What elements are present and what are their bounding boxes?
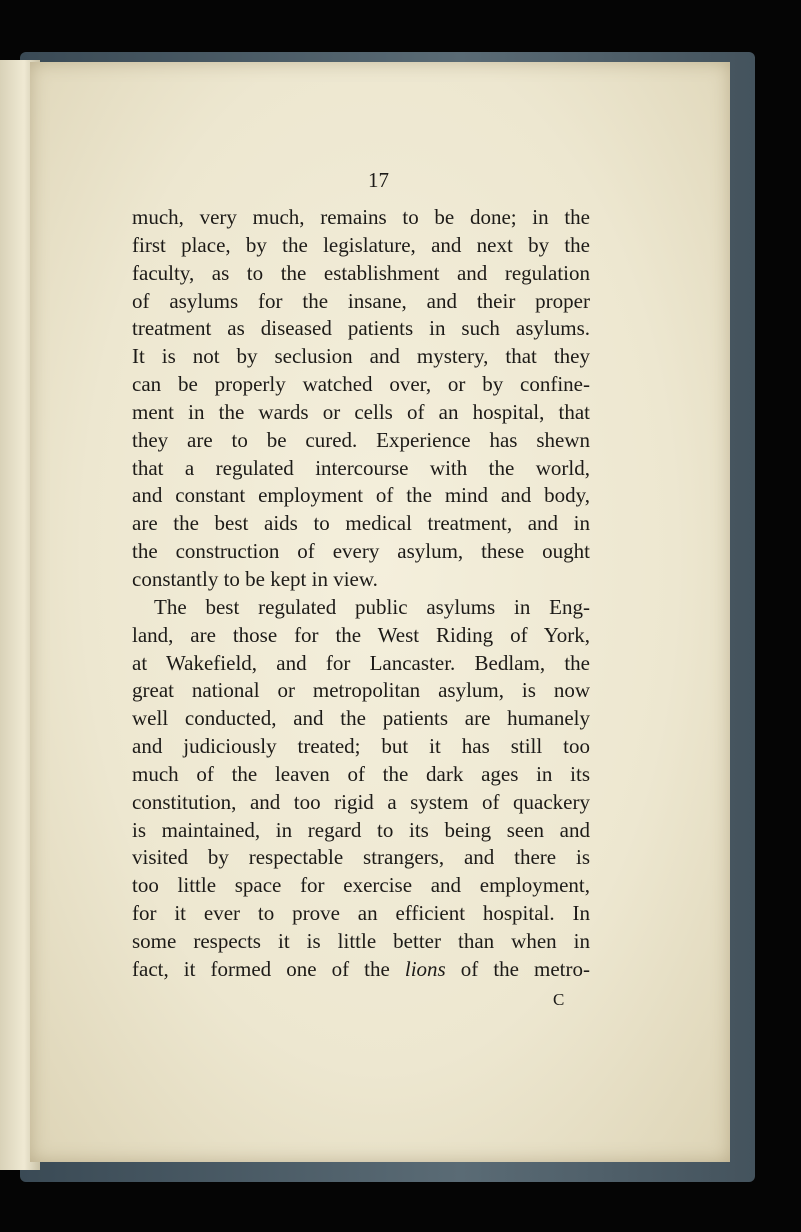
text-line: first place, by the legislature, and next by the <box>132 232 590 257</box>
text-line: constantly to be kept in view. <box>132 566 378 591</box>
text-line: some respects it is little better than when in <box>132 928 590 953</box>
text-line: at Wakefield, and for Lancaster. Bedlam, the <box>132 650 590 675</box>
text-line: is maintained, in regard to its being seen and <box>132 817 590 842</box>
text-line: well conducted, and the patients are humanely <box>132 706 590 731</box>
text-line: great national or metropolitan asylum, is now <box>132 678 590 703</box>
text-line: and judiciously treated; but it has still too <box>132 734 590 759</box>
text-line: It is not by seclusion and mystery, that they <box>132 344 590 369</box>
text-line: much of the leaven of the dark ages in its <box>132 761 590 786</box>
text-line: ment in the wards or cells of an hospital, that <box>132 399 590 424</box>
text-line: faculty, as to the establishment and regulation <box>132 260 590 285</box>
text-line: and constant employment of the mind and body, <box>132 483 590 508</box>
page-number: 17 <box>368 168 389 192</box>
text-line: for it ever to prove an efficient hospital. In <box>132 901 590 926</box>
text-span: fact, it formed one of the <box>132 956 405 981</box>
text-line: of asylums for the insane, and their proper <box>132 288 590 313</box>
text-line: too little space for exercise and employment, <box>132 873 590 898</box>
signature-mark: C <box>553 990 565 1009</box>
text-line: are the best aids to medical treatment, and in <box>132 511 590 536</box>
text-line: can be properly watched over, or by confine- <box>132 372 590 397</box>
text-line: treatment as diseased patients in such asylums. <box>132 316 590 341</box>
text-span: of the metro- <box>445 956 591 981</box>
text-line: visited by respectable strangers, and there is <box>132 845 590 870</box>
text-line: the construction of every asylum, these ought <box>132 539 590 564</box>
text-line: The best regulated public asylums in Eng- <box>154 594 590 619</box>
text-line: much, very much, remains to be done; in the <box>132 205 590 229</box>
text-line <box>132 956 590 984</box>
text-line: they are to be cured. Experience has shewn <box>132 427 590 452</box>
text-line: land, are those for the West Riding of York, <box>132 622 590 647</box>
text-line: constitution, and too rigid a system of quackery <box>132 789 590 814</box>
body-text <box>132 204 590 984</box>
text-line: that a regulated intercourse with the world, <box>132 455 590 480</box>
italic-word: lions <box>404 956 446 981</box>
